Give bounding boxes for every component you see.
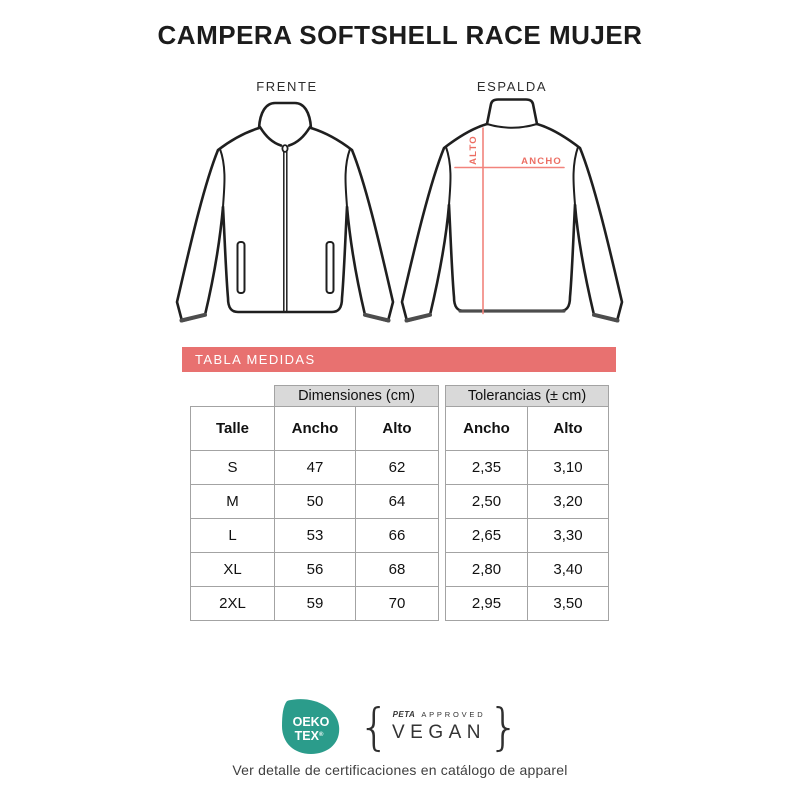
size-cell: L [191, 519, 275, 553]
left-brace-icon: { [358, 698, 390, 756]
front-jacket-diagram [167, 95, 407, 345]
page-title: CAMPERA SOFTSHELL RACE MUJER [157, 20, 643, 50]
width-column-header: Ancho [275, 407, 356, 451]
width-cell: 56 [275, 553, 356, 587]
tol-height-cell: 3,40 [528, 553, 609, 587]
tol-width-cell: 2,80 [446, 553, 528, 587]
measures-banner: TABLA MEDIDAS [182, 347, 616, 372]
height-cell: 66 [356, 519, 439, 553]
oeko-text-line1: OEKO [292, 715, 330, 729]
tol-width-cell: 2,95 [446, 587, 528, 621]
tol-width-cell: 2,50 [446, 485, 528, 519]
table-row [191, 485, 439, 519]
alto-label: ALTO [468, 135, 479, 165]
tol-height-cell: 3,30 [528, 519, 609, 553]
tol-width-cell: 2,35 [446, 451, 528, 485]
oeko-text-line2: TEX [294, 729, 320, 743]
footer-note: Ver detalle de certificaciones en catálogo de apparel [232, 762, 568, 778]
width-cell: 53 [275, 519, 356, 553]
table-row [446, 485, 609, 519]
peta-brand-text: PETA [392, 710, 416, 719]
front-view-label: FRENTE [256, 79, 318, 94]
width-cell: 50 [275, 485, 356, 519]
oeko-tex-icon [280, 698, 342, 756]
size-cell: 2XL [191, 587, 275, 621]
height-cell: 64 [356, 485, 439, 519]
tol-height-cell: 3,50 [528, 587, 609, 621]
width-cell: 59 [275, 587, 356, 621]
height-column-header: Alto [528, 407, 609, 451]
size-cell: M [191, 485, 275, 519]
peta-vegan-logo [358, 698, 520, 756]
vegan-text: VEGAN [391, 722, 487, 743]
ancho-label: ANCHO [521, 156, 562, 167]
height-column-header: Alto [356, 407, 439, 451]
table-row [191, 451, 439, 485]
back-jacket-outline [402, 100, 622, 322]
back-view-label: ESPALDA [476, 79, 548, 94]
size-column-header: Talle [191, 407, 275, 451]
table-row [191, 553, 439, 587]
tol-height-cell: 3,20 [528, 485, 609, 519]
front-jacket-outline [177, 103, 393, 321]
table-row [446, 451, 609, 485]
table-row [446, 519, 609, 553]
dimensions-table [190, 385, 439, 621]
width-column-header: Ancho [446, 407, 528, 451]
size-cell: XL [191, 553, 275, 587]
height-cell: 62 [356, 451, 439, 485]
table-row [446, 587, 609, 621]
table-row [446, 553, 609, 587]
right-brace-icon: } [488, 698, 520, 756]
cuff-shading [182, 315, 389, 321]
tol-height-cell: 3,10 [528, 451, 609, 485]
tolerances-group-header: Tolerancias (± cm) [446, 386, 609, 407]
corner-spacer [191, 386, 275, 407]
tolerances-table [445, 385, 609, 621]
tol-width-cell: 2,65 [446, 519, 528, 553]
approved-text: APPROVED [421, 710, 486, 719]
hem-cuff-shading [407, 311, 618, 321]
height-cell: 68 [356, 553, 439, 587]
table-row [191, 519, 439, 553]
back-jacket-diagram [392, 95, 632, 345]
certifications [0, 697, 800, 757]
height-cell: 70 [356, 587, 439, 621]
size-cell: S [191, 451, 275, 485]
oeko-registered-mark: ® [319, 732, 324, 738]
dimensions-group-header: Dimensiones (cm) [275, 386, 439, 407]
table-row [191, 587, 439, 621]
width-cell: 47 [275, 451, 356, 485]
